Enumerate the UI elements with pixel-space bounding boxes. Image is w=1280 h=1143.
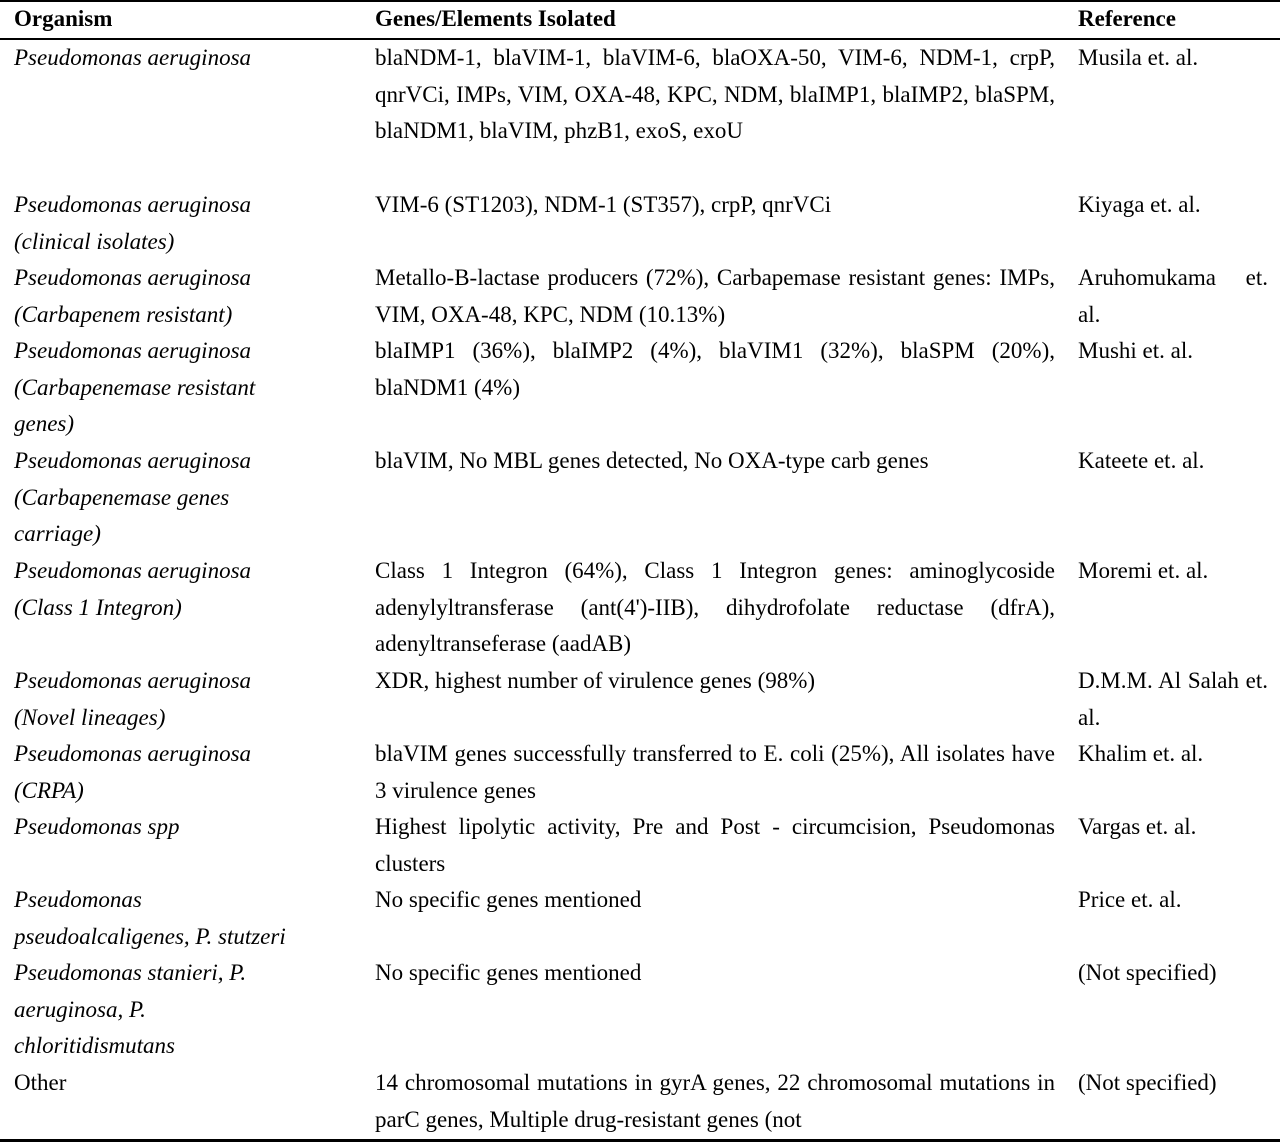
cell-organism xyxy=(14,553,344,626)
cell-organism xyxy=(14,187,344,260)
cell-genes: No specific genes mentioned xyxy=(375,887,642,912)
organism-line: Pseudomonas aeruginosa xyxy=(14,741,252,766)
cell-reference: Moremi et. al. xyxy=(1078,558,1209,583)
cell-genes: 14 chromosomal mutations in gyrA genes, 22 chromosomal mutations in parC genes, Multiple drug-resistant genes (not xyxy=(375,1070,1055,1132)
organism-line: (Class 1 Integron) xyxy=(14,594,182,620)
cell-genes: XDR, highest number of virulence genes (98%) xyxy=(375,668,816,693)
organism-line: chloritidismutans xyxy=(14,1033,176,1059)
organism-line: (Carbapenemase resistant xyxy=(14,374,256,400)
cell-genes: blaIMP1 (36%), blaIMP2 (4%), blaVIM1 (32%), blaSPM (20%), blaNDM1 (4%) xyxy=(375,338,1055,400)
organism-line: Pseudomonas stanieri, P. xyxy=(14,960,247,985)
cell-organism xyxy=(14,882,344,955)
organism-line: Pseudomonas aeruginosa xyxy=(14,45,252,70)
organism-line: Pseudomonas aeruginosa xyxy=(14,668,252,693)
cell-organism xyxy=(14,955,344,1065)
cell-genes: Highest lipolytic activity, Pre and Post - circumcision, Pseudomonas clusters xyxy=(375,814,1055,876)
cell-reference: Vargas et. al. xyxy=(1078,814,1197,839)
cell-genes: blaVIM, No MBL genes detected, No OXA-type carb genes xyxy=(375,448,929,473)
table-bottom-rule xyxy=(0,1139,1280,1142)
cell-reference: Kateete et. al. xyxy=(1078,448,1205,473)
cell-reference: (Not specified) xyxy=(1078,1070,1217,1095)
table-top-rule xyxy=(0,0,1280,2)
cell-reference: Price et. al. xyxy=(1078,887,1182,912)
cell-genes: blaNDM-1, blaVIM-1, blaVIM-6, blaOXA-50, VIM-6, NDM-1, crpP, qnrVCi, IMPs, VIM, OXA-48, KPC, NDM, blaIMP1, blaIMP2, blaSPM, blaNDM1, blaVIM, phzB1, exoS, exoU xyxy=(375,45,1055,144)
organism-line: (Carbapenem resistant) xyxy=(14,301,233,327)
cell-reference: Musila et. al. xyxy=(1078,45,1199,70)
organism-line: (clinical isolates) xyxy=(14,228,175,254)
cell-reference: Mushi et. al. xyxy=(1078,338,1193,363)
cell-organism xyxy=(14,663,344,736)
cell-genes: Metallo-B-lactase producers (72%), Carbapemase resistant genes: IMPs, VIM, OXA-48, KPC, NDM (10.13%) xyxy=(375,265,1055,327)
organism-line: Pseudomonas aeruginosa xyxy=(14,448,252,473)
organism-line: Pseudomonas spp xyxy=(14,814,180,839)
cell-organism xyxy=(14,736,344,809)
organism-line: Pseudomonas aeruginosa xyxy=(14,265,252,290)
cell-reference: Khalim et. al. xyxy=(1078,741,1204,766)
cell-organism xyxy=(14,40,344,77)
organism-line: (Carbapenemase genes xyxy=(14,484,230,510)
organism-line: pseudoalcaligenes, P. stutzeri xyxy=(14,923,286,949)
organism-line: Pseudomonas aeruginosa xyxy=(14,192,252,217)
cell-genes: No specific genes mentioned xyxy=(375,960,642,985)
cell-organism xyxy=(14,1065,344,1102)
organism-line: aeruginosa, P. xyxy=(14,996,146,1022)
organism-line: (CRPA) xyxy=(14,777,84,803)
cell-organism xyxy=(14,333,344,443)
header-reference: Reference xyxy=(1078,6,1176,31)
organism-line: Other xyxy=(14,1070,67,1095)
organism-line: Pseudomonas aeruginosa xyxy=(14,338,252,363)
cell-organism xyxy=(14,260,344,333)
organism-line: carriage) xyxy=(14,521,101,547)
cell-reference: (Not specified) xyxy=(1078,960,1217,985)
organism-line: Pseudomonas aeruginosa xyxy=(14,558,252,583)
cell-reference: D.M.M. Al Salah et. al. xyxy=(1078,668,1268,730)
organism-line: Pseudomonas xyxy=(14,887,142,912)
header-genes: Genes/Elements Isolated xyxy=(375,6,616,31)
cell-organism xyxy=(14,809,344,846)
cell-reference: Kiyaga et. al. xyxy=(1078,192,1201,217)
cell-genes: blaVIM genes successfully transferred to E. coli (25%), All isolates have 3 virulence genes xyxy=(375,741,1055,803)
organism-line: genes) xyxy=(14,411,75,437)
cell-genes: Class 1 Integron (64%), Class 1 Integron genes: aminoglycoside adenylyltransferase (ant(4')-IIB), dihydrofolate reductase (dfrA), adenyltranseferase (aadAB) xyxy=(375,558,1055,657)
organism-line: (Novel lineages) xyxy=(14,704,166,730)
header-organism: Organism xyxy=(14,6,113,31)
cell-organism xyxy=(14,443,344,553)
cell-genes: VIM-6 (ST1203), NDM-1 (ST357), crpP, qnrVCi xyxy=(375,192,832,217)
cell-reference: Aruhomukama et. al. xyxy=(1078,265,1268,327)
